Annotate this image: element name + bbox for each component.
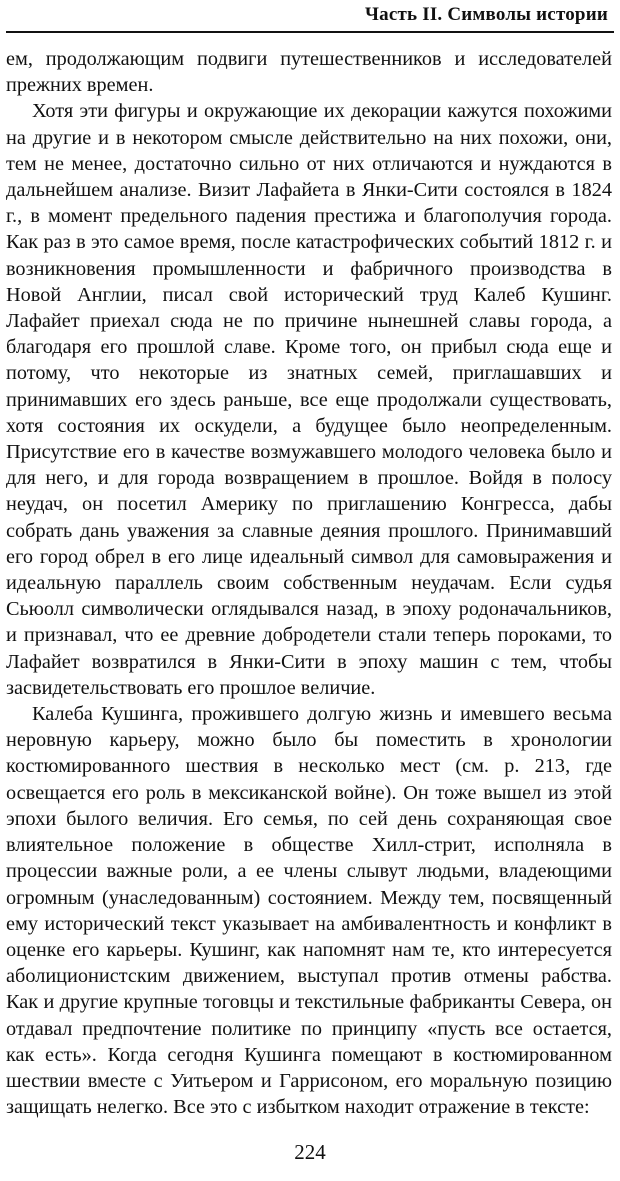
running-head-title: Часть II. Символы истории — [365, 4, 608, 25]
body-text — [6, 46, 612, 1120]
paragraph-lafayette: Хотя эти фигуры и окружающие их декорации кажутся похожими на другие и в некотором смысле действительно на них похожи, они, тем не менее, достаточно сильно от них отличаются и нуждаются в дальнейшем анализе. Визит Лафайета в Янки-Сити состоялся в 1824 г., в момент предельного падения престижа и благополучия города. Как раз в это самое время, после катастрофических событий 1812 г. и возникновения промышленности и фабричного производства в Новой Англии, писал свой исторический труд Калеб Кушинг. Лафайет приехал сюда не по причине нынешней славы города, а благодаря его прошлой славе. Кроме того, он прибыл сюда еще и потому, что некоторые из знатных семей, приглашавших и принимавших его здесь раньше, все еще продолжали существовать, хотя состояния их оскудели, а будущее было неопределенным. Присутствие его в качестве возмужавшего молодого человека было и для него, и для города возвращением в прошлое. Войдя в полосу неудач, он посетил Америку по приглашению Конгресса, дабы собрать дань уважения за славные деяния прошлого. Принимавший его город обрел в его лице идеальный символ для самовыражения и идеальную параллель своим собственным неудачам. Если судья Сьюолл символически оглядывался назад, в эпоху родоначальников, и признавал, что ее древние добродетели стали теперь пороками, то Лафайет возвратился в Янки-Сити в эпоху машин с тем, чтобы засвидетельствовать его прошлое величие. — [6, 100, 612, 699]
paragraph-cushing: Калеба Кушинга, прожившего долгую жизнь и имевшего весьма неровную карьеру, можно было бы поместить в хронологии костюмированного шествия в несколько мест (см. р. 213, где освещается его роль в мексиканской войне). Он тоже вышел из этой эпохи былого величия. Его семья, по сей день сохраняющая свое влиятельное положение в обществе Хилл-стрит, исполняла в процессии важные роли, а ее члены слывут людьми, владеющими огромным (унаследованным) состоянием. Между тем, посвященный ему исторический текст указывает на амбивалентность и конфликт в оценке его карьеры. Кушинг, как напомнят нам те, кто интересуется аболиционистским движением, выступал против отмены рабства. Как и другие крупные тоговцы и текстильные фабриканты Севера, он отдавал предпочтение политике по принципу «пусть все остается, как есть». Когда сегодня Кушинга помещают в костюмированном шествии вместе с Уитьером и Гаррисоном, его моральную позицию защищать нелегко. Все это с избытком находит отражение в тексте: — [6, 703, 612, 1119]
page-number: 224 — [294, 1140, 326, 1164]
header-rule — [6, 31, 614, 33]
paragraph-continuation: ем, продолжающим подвиги путешественников и исследователей прежних времен. — [6, 48, 612, 97]
